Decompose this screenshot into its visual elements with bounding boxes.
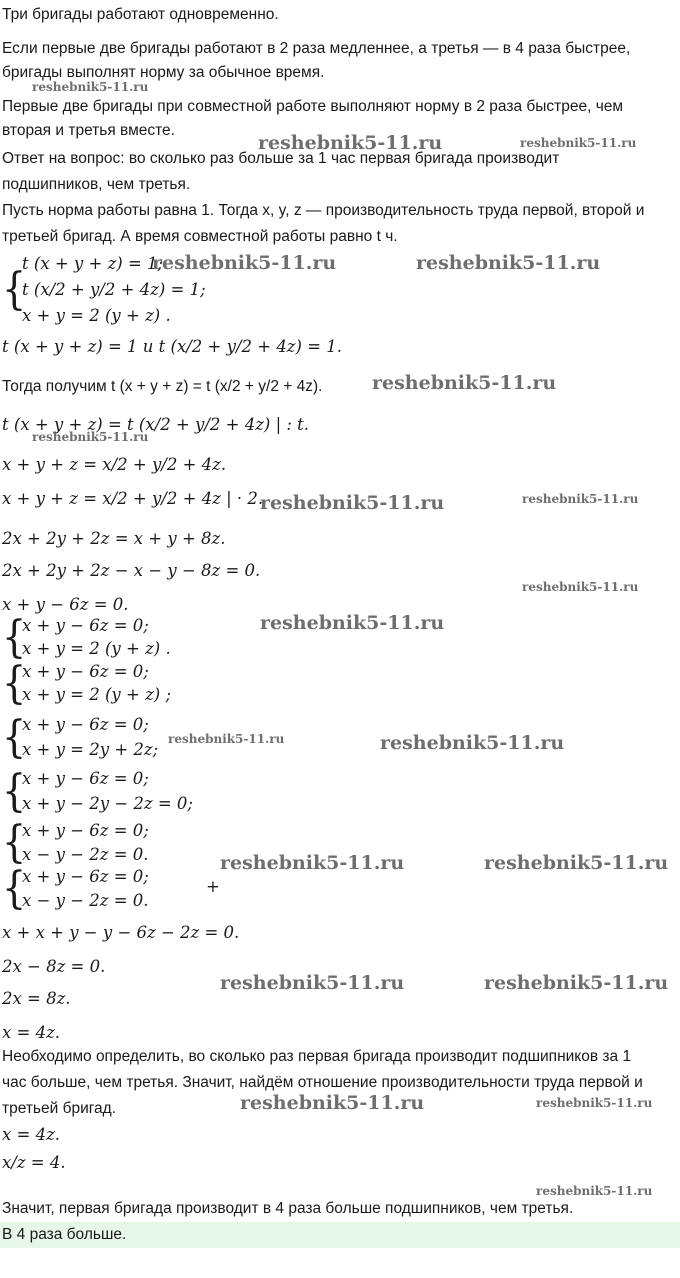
equation: x + y − 6z = 0; [22,616,149,635]
text-line: Пусть норма работы равна 1. Тогда x, y, z — производительность труда первой, второй и [2,202,645,219]
text-line: бригады выполнят норму за обычное время. [2,64,325,81]
equation-line: t (x + y + z) = 1 и t (x/2 + y/2 + 4z) = 1. [2,337,342,356]
equation-line: x/z = 4. [2,1153,66,1172]
watermark: reshebnik5-11.ru [522,580,639,594]
text-line: Если первые две бригады работают в 2 раза медленнее, а третья — в 4 раза быстрее, [2,40,631,57]
equation: x + y − 6z = 0; [22,715,149,734]
equation-line: 2x + 2y + 2z = x + y + 8z. [2,529,226,548]
watermark: reshebnik5-11.ru [522,492,639,506]
brace-icon: { [2,862,27,914]
watermark: reshebnik5-11.ru [260,612,445,634]
text-line: Три бригады работают одновременно. [2,6,279,23]
watermark: reshebnik5-11.ru [380,732,565,754]
equation-line: x + y − 6z = 0. [2,595,129,614]
watermark: reshebnik5-11.ru [520,136,637,150]
answer-box [0,1222,680,1248]
watermark: reshebnik5-11.ru [240,1092,425,1114]
equation-line: x + y + z = x/2 + y/2 + 4z. [2,455,227,474]
equation: x + y = 2 (y + z) . [22,639,171,658]
text-line: час больше, чем третья. Значит, найдём отношение производительности труда первой и [2,1074,643,1091]
watermark: reshebnik5-11.ru [416,252,601,274]
brace-icon: { [2,765,27,817]
text-line: Первые две бригады при совместной работе выполняют норму в 2 раза быстрее, чем [2,98,624,115]
equation: x − y − 2z = 0. [22,890,149,910]
watermark: reshebnik5-11.ru [152,252,337,274]
equation-system [2,657,172,709]
equation-line: x + y + z = x/2 + y/2 + 4z | · 2. [2,489,264,508]
equation: x + y = 2y + 2z; [22,740,159,759]
equation-line: 2x + 2y + 2z − x − y − 8z = 0. [2,561,261,580]
equation: t (x/2 + y/2 + 4z) = 1; [22,279,206,299]
equation: x + y − 6z = 0; [22,820,149,840]
equation-system [2,611,171,663]
text-line: вторая и третья вместе. [2,122,175,139]
watermark: reshebnik5-11.ru [32,430,149,444]
equation-line: t (x + y + z) = t (x/2 + y/2 + 4z) | : t. [2,415,310,434]
equation: t (x + y + z) = 1; [22,253,164,273]
equation-system [2,818,149,866]
watermark: reshebnik5-11.ru [536,1096,653,1110]
brace-icon: { [2,611,27,663]
text-line: Необходимо определить, во сколько раз первая бригада производит подшипников за 1 [2,1048,632,1065]
brace-icon: { [2,816,27,868]
answer-text: В 4 раза больше. [2,1226,127,1243]
equation-system [2,766,193,816]
text-line: Значит, первая бригада производит в 4 раза больше подшипников, чем третья. [2,1200,574,1217]
text-line: Тогда получим t (x + y + z) = t (x/2 + y/2 + 4z). [2,378,323,395]
equation-system [2,864,149,912]
watermark: reshebnik5-11.ru [220,852,405,874]
watermark: reshebnik5-11.ru [220,972,405,994]
equation: x − y − 2z = 0. [22,844,149,864]
text-line: Ответ на вопрос: во сколько раз больше за 1 час первая бригада производит [2,150,560,167]
brace-icon: { [2,657,27,709]
brace-icon: { [2,711,27,763]
watermark: reshebnik5-11.ru [168,732,285,746]
text-line: подшипников, чем третья. [2,176,191,193]
watermark: reshebnik5-11.ru [258,132,443,154]
text-line: третьей бригад. А время совместной работы равно t ч. [2,228,398,245]
watermark: reshebnik5-11.ru [484,972,669,994]
equation-line: x = 4z. [2,1125,61,1144]
watermark: reshebnik5-11.ru [484,852,669,874]
watermark: reshebnik5-11.ru [32,80,149,94]
equation: x + y − 6z = 0; [22,769,149,788]
equation: x + y = 2 (y + z) ; [22,685,172,704]
equation-line: 2x − 8z = 0. [2,957,106,976]
watermark: reshebnik5-11.ru [260,492,445,514]
equation-line: x = 4z. [2,1023,61,1042]
plus-sign: + [206,877,220,896]
equation: x + y − 6z = 0; [22,662,149,681]
equation: x + y − 2y − 2z = 0; [22,794,193,813]
watermark: reshebnik5-11.ru [372,372,557,394]
equation: x + y = 2 (y + z) . [22,305,171,325]
brace-icon: { [2,263,27,315]
text-line: третьей бригад. [2,1100,117,1117]
equation: x + y − 6z = 0; [22,866,149,886]
equation-line: 2x = 8z. [2,989,71,1008]
equation-line: x + x + y − y − 6z − 2z = 0. [2,923,240,942]
equation-system [2,712,158,762]
watermark: reshebnik5-11.ru [536,1184,653,1198]
